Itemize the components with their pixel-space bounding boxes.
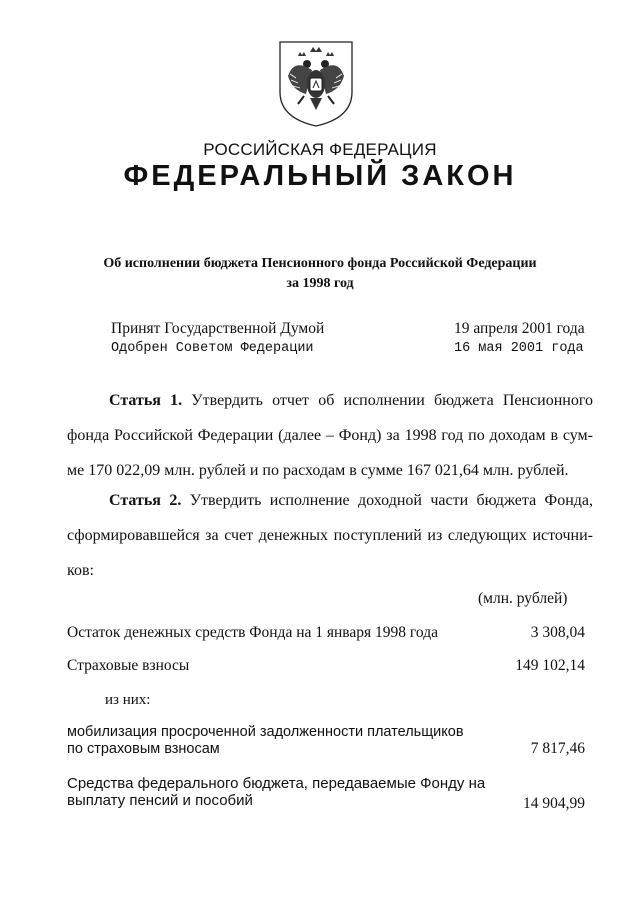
article-2-line-1 <box>67 483 593 518</box>
approved-by-council-label: Одобрен Советом Федерации <box>111 341 314 356</box>
sub-item-value: 7 817,46 <box>530 740 585 757</box>
sub-item-line-1: Средства федерального бюджета, передаваемые Фонду на <box>67 775 486 792</box>
article-1-line-1 <box>67 383 593 418</box>
article-2-line-2: сформировавшейся за счет денежных поступлений из следующих источни- <box>67 527 593 544</box>
sub-item-overdue-mobilization <box>67 724 464 758</box>
sub-item-line-2: по страховым взносам <box>67 741 220 757</box>
article-2-text-1: Утвердить исполнение доходной части бюджета Фонда, <box>189 492 593 509</box>
article-1 <box>67 383 593 488</box>
row-label: Остаток денежных средств Фонда на 1 января 1998 года <box>67 624 438 641</box>
article-2-title: Статья 2. <box>109 492 182 509</box>
row-value: 3 308,04 <box>530 624 585 641</box>
law-subject <box>0 254 640 294</box>
article-1-line-2: фонда Российской Федерации (далее – Фонд) за 1998 год по доходам в сум- <box>67 427 593 444</box>
country-name: РОССИЙСКАЯ ФЕДЕРАЦИЯ <box>203 140 437 159</box>
approved-by-council-date: 16 мая 2001 года <box>454 341 584 356</box>
law-subject-line-1: Об исполнении бюджета Пенсионного фонда Российской Федерации <box>103 256 537 271</box>
article-1-title: Статья 1. <box>109 392 183 409</box>
currency-unit: (млн. рублей) <box>478 590 568 607</box>
of-which-label: из них: <box>105 692 151 708</box>
article-2 <box>67 483 593 588</box>
article-2-line-3: ков: <box>67 562 94 579</box>
sub-item-line-2: выплату пенсий и пособий <box>67 792 253 809</box>
row-value: 149 102,14 <box>515 657 585 674</box>
article-1-text-1: Утвердить отчет об исполнении бюджета Пенсионного <box>191 392 594 409</box>
adopted-by-duma-label: Принят Государственной Думой <box>111 320 325 337</box>
row-label: Страховые взносы <box>67 657 190 674</box>
sub-item-value: 14 904,99 <box>523 795 585 812</box>
article-1-line-3: ме 170 022,09 млн. рублей и по расходам в сумме 167 021,64 млн. рублей. <box>67 462 569 479</box>
law-subject-line-2: за 1998 год <box>286 276 354 291</box>
sub-item-federal-budget <box>67 775 485 809</box>
coat-of-arms-emblem <box>276 40 356 128</box>
document-type-title: ФЕДЕРАЛЬНЫЙ ЗАКОН <box>123 160 517 192</box>
sub-item-line-1: мобилизация просроченной задолженности плательщиков <box>67 724 464 740</box>
adopted-by-duma-date: 19 апреля 2001 года <box>454 320 585 337</box>
